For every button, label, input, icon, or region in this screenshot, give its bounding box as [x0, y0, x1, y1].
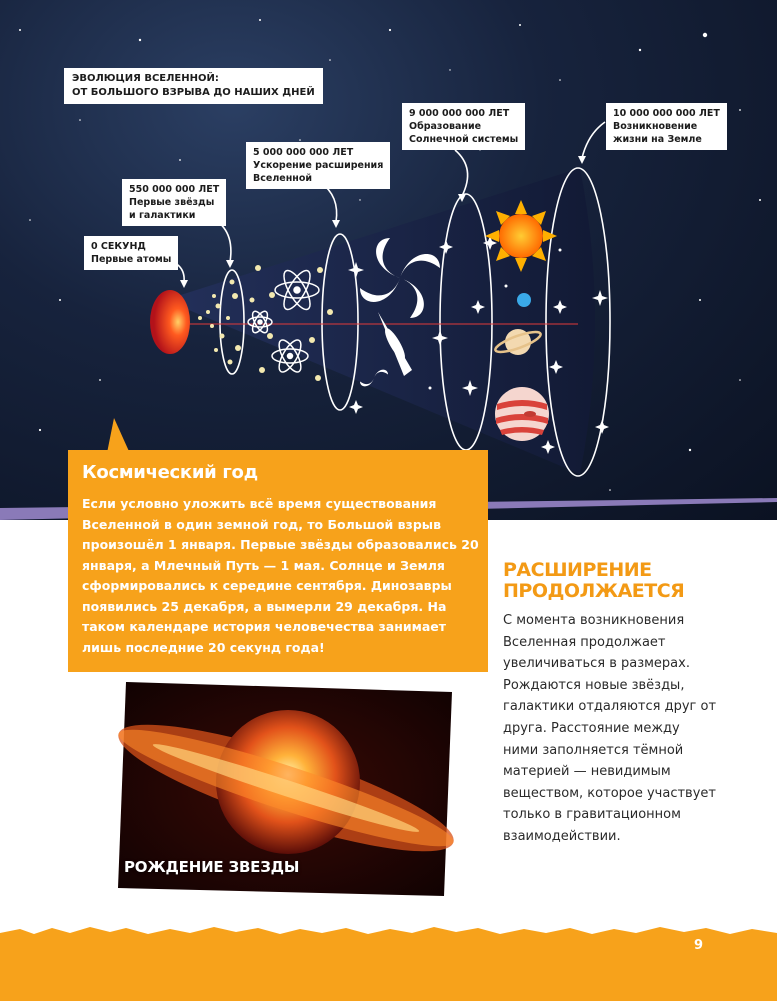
timeline-label-1	[122, 179, 226, 226]
jupiter-icon	[495, 387, 549, 441]
side-title: РАСШИРЕНИЕ ПРОДОЛЖАЕТСЯ	[503, 559, 685, 602]
timeline-event: и галактики	[129, 210, 196, 221]
cosmic-year-text: Если условно уложить всё время существования Вселенной в один земной год, то Большой взрыв произошёл 1 января. Первые звёзды образовались 20 января, а Млечный Путь — 1 мая. Солнце и Земля сформировались к середине сентября. Динозавры появились 25 декабря, а вымерли 29 декабря. На таком календаре история человечества занимает лишь последние 20 секунд года!	[82, 496, 479, 655]
timeline-event: Первые атомы	[91, 254, 172, 265]
timeline-event: Образование	[409, 121, 482, 132]
timeline-event: Вселенной	[253, 173, 313, 184]
timeline-event: Солнечной системы	[409, 134, 519, 145]
timeline-event: Первые звёзды	[129, 197, 215, 208]
timeline-time: 0 СЕКУНД	[91, 241, 146, 252]
timeline-event: Возникновение	[613, 121, 698, 132]
earth-icon	[517, 293, 531, 307]
timeline-label-0	[84, 236, 178, 270]
timeline-time: 10 000 000 000 ЛЕТ	[613, 108, 720, 119]
cosmic-year-title: Космический год	[82, 462, 258, 483]
page-number: 9	[694, 938, 704, 953]
timeline-event: Ускорение расширения	[253, 160, 384, 171]
timeline-time: 9 000 000 000 ЛЕТ	[409, 108, 510, 119]
cosmic-year-box	[68, 450, 488, 672]
timeline-label-3	[402, 103, 525, 150]
timeline-event: жизни на Земле	[613, 134, 702, 145]
timeline-time: 550 000 000 ЛЕТ	[129, 184, 220, 195]
timeline-time: 5 000 000 000 ЛЕТ	[253, 147, 354, 158]
bottom-bar	[0, 925, 777, 1001]
side-text: С момента возникновения Вселенная продолжает увеличиваться в размерах. Рождаются новые звёзды, галактики отдаляются друг от друга. Расстояние между ними заполняется тёмной материей — невидимым веществом, которое участвует только в гравитационном взаимодействии.	[503, 613, 717, 844]
timeline-label-4	[606, 103, 727, 150]
page-title: ЭВОЛЮЦИЯ ВСЕЛЕННОЙ: ОТ БОЛЬШОГО ВЗРЫВА ДО НАШИХ ДНЕЙ	[64, 68, 323, 104]
photo-caption: РОЖДЕНИЕ ЗВЕЗДЫ	[124, 858, 300, 876]
big-bang-icon	[150, 290, 190, 354]
timeline-label-2	[246, 142, 390, 189]
